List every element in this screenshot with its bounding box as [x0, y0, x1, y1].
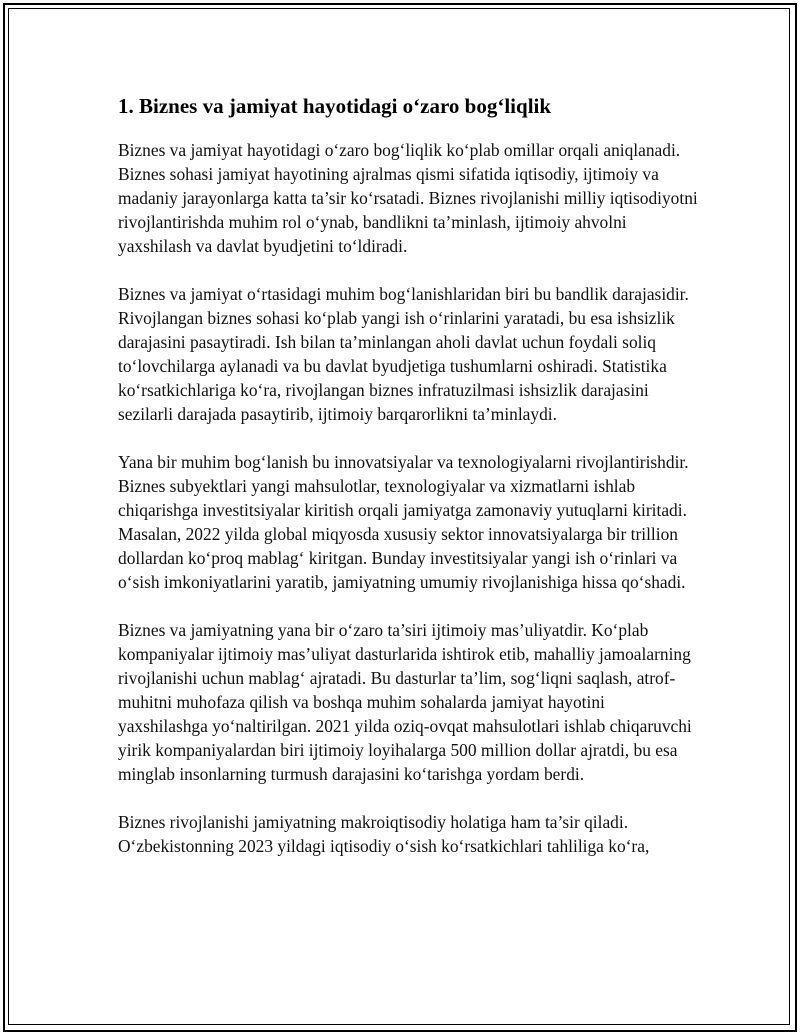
document-body: [118, 92, 698, 882]
section-heading: 1. Biznes va jamiyat hayotidagi o‘zaro bog‘liqlik: [118, 94, 552, 118]
paragraph-3: Yana bir muhim bog‘lanish bu innovatsiyalar va texnologiyalarni rivojlantirishdir. Biznes subyektlari yangi mahsulotlar, texnologiyalar va xizmatlarni ishlab chiqarishga investitsiyalar kiritish orqali jamiyatga zamonaviy yutuqlarni kiritadi. Masalan, 2022 yilda global miqyosda xususiy sektor innovatsiyalarga bir trillion dollardan ko‘proq mablag‘ kiritgan. Bunday investitsiyalar yangi ish o‘rinlari va o‘sish imkoniyatlarini yaratib, jamiyatning umumiy rivojlanishiga hissa qo‘shadi.: [118, 452, 689, 592]
paragraph-5: Biznes rivojlanishi jamiyatning makroiqtisodiy holatiga ham ta’sir qiladi. O‘zbekistonning 2023 yildagi iqtisodiy o‘sish ko‘rsatkichlari tahliliga ko‘ra,: [118, 812, 650, 856]
paragraph-1: Biznes va jamiyat hayotidagi o‘zaro bog‘liqlik ko‘plab omillar orqali aniqlanadi. Biznes sohasi jamiyat hayotining ajralmas qismi sifatida iqtisodiy, ijtimoiy va madaniy jarayonlarga katta ta’sir ko‘rsatadi. Biznes rivojlanishi milliy iqtisodiyotni rivojlantirishda muhim rol o‘ynab, bandlikni ta’minlash, ijtimoiy ahvolni yaxshilash va davlat byudjetini to‘ldiradi.: [118, 140, 698, 256]
paragraph-4: Biznes va jamiyatning yana bir o‘zaro ta’siri ijtimoiy mas’uliyatdir. Ko‘plab kompaniyalar ijtimoiy mas’uliyat dasturlarida ishtirok etib, mahalliy jamoalarning rivojlanishi uchun mablag‘ ajratadi. Bu dasturlar ta’lim, sog‘liqni saqlash, atrof-muhitni muhofaza qilish va boshqa muhim sohalarda jamiyat hayotini yaxshilashga yo‘naltirilgan. 2021 yilda oziq-ovqat mahsulotlari ishlab chiqaruvchi yirik kompaniyalardan biri ijtimoiy loyihalarga 500 million dollar ajratdi, bu esa minglab insonlarning turmush darajasini ko‘tarishga yordam berdi.: [118, 620, 692, 784]
paragraph-2: Biznes va jamiyat o‘rtasidagi muhim bog‘lanishlaridan biri bu bandlik darajasidir. Rivojlangan biznes sohasi ko‘plab yangi ish o‘rinlarini yaratadi, bu esa ishsizlik darajasini pasaytiradi. Ish bilan ta’minlangan aholi davlat uchun foydali soliq to‘lovchilarga aylanadi va bu davlat byudjetiga tushumlarni oshiradi. Statistika ko‘rsatkichlariga ko‘ra, rivojlangan biznes infratuzilmasi ishsizlik darajasini sezilarli darajada pasaytirib, ijtimoiy barqarorlikni ta’minlaydi.: [118, 284, 689, 424]
